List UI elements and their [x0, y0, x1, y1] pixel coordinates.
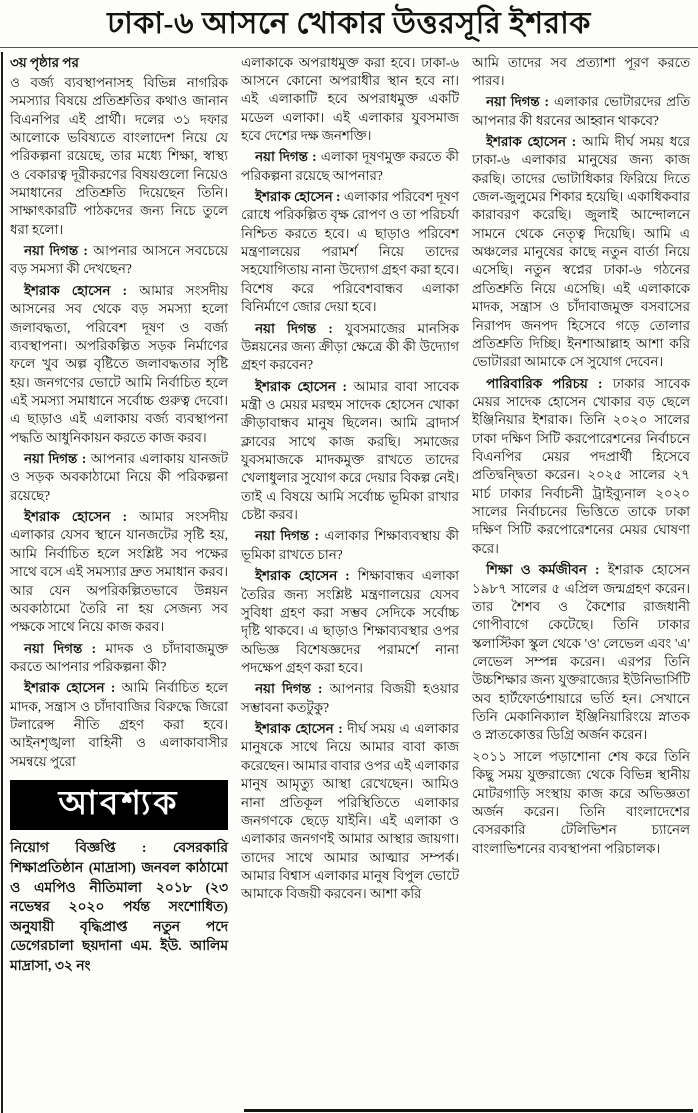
paragraph-lead: নয়া দিগন্ত : [255, 681, 323, 697]
paragraph-lead: শিক্ষা ও কর্মজীবন : [486, 562, 600, 578]
paragraph-text: এলাকার ভোটারদের প্রতি আপনার কী ধরনের আহ্বান থাকবে? [472, 94, 690, 128]
paragraph-text: এলাকা দূষণমুক্ত করতে কী পরিকল্পনা রয়েছে আপনার? [241, 149, 459, 183]
body-paragraph: ও বর্জ্য ব্যবস্থাপনাসহ বিভিন্ন নাগরিক সমস্যার বিষয়ে প্রতিশ্রুতির কথাও জানান বিএনপির এই প্রার্থী। দলের ৩১ দফার আলোকে ভবিষ্যতে বাংলাদেশ নিয়ে যে পরিকল্পনা রয়েছে, তার মধ্যে শিক্ষা, স্বাস্থ্য ও বেকারত্ব দূরীকরণের বিষয়গুলো নিয়েও সমাধানের প্রতিশ্রুতি দিয়েছেন তিনি। সাক্ষাৎকারটি পাঠকদের জন্য নিচে তুলে ধরা হলো। [10, 74, 228, 237]
paragraph-text: আপনার আসনে সবচেয়ে বড় সমস্যা কী দেখছেন? [10, 243, 228, 277]
qa-paragraph [10, 450, 228, 505]
qa-paragraph [472, 93, 690, 130]
paragraph-text: আপনার এলাকায় যানজট ও সড়ক অবকাঠামো নিয়ে কী পরিকল্পনা রয়েছে? [10, 451, 229, 503]
paragraph-text: আমার বাবা সাবেক মন্ত্রী ও মেয়র মরহুম সাদেক হোসেন খোকা ক্রীড়াবান্ধব মানুষ ছিলেন। আমি ব্রাদার্স ক্লাবের সাথে কাজ করছি। সমাজের যুবসমাজকে মাদকমুক্ত রাখতে তাদের খেলাধুলার সুযোগ করে দেয়ার বিকল্প নেই। তাই এ বিষয়ে আমি সর্বোচ্চ ভূমিকা রাখার চেষ্টা করব। [241, 378, 459, 523]
paragraph-text: ঢাকার সাবেক মেয়র সাদেক হোসেন খোকার বড় ছেলে ইঞ্জিনিয়ার ইশরাক। তিনি ২০২০ সালের ঢাকা দক্ষিণ সিটি করপোরেশনের নির্বাচনে বিএনপির মেয়র পদপ্রার্থী হিসেবে প্রতিদ্বন্দ্বিতা করেন। ২০২৫ সালের ২৭ মার্চ ঢাকার নির্বাচনী ট্রাইব্যুনাল ২০২০ সালের নির্বাচনের ভিত্তিতে তাকে ঢাকা দক্ষিণ সিটি করপোরেশনের মেয়র ঘোষণা করে। [472, 375, 690, 556]
body-paragraph: ২০১১ সালে পড়াশোনা শেষ করে তিনি কিছু সময় যুক্তরাজ্যে থেকে বিভিন্ন স্থানীয় মোটরগাড়ি সংস্থায় কাজ করে অভিজ্ঞতা অর্জন করেন। তিনি বাংলাদেশের বেসরকারি টেলিভিশন চ্যানেল বাংলাভিশনের ব্যবস্থাপনা পরিচালক। [472, 748, 690, 856]
qa-paragraph [472, 133, 690, 372]
section-paragraph [472, 375, 690, 559]
column-1 [10, 54, 228, 979]
qa-paragraph [10, 508, 228, 637]
paragraph-lead: ইশরাক হোসেন : [24, 282, 128, 298]
paragraph-lead: ইশরাক হোসেন : [255, 568, 350, 584]
paragraph-text: ইশরাক হোসেন ১৯৮৭ সালের ৫ এপ্রিল জন্মগ্রহণ করেন। তার শৈশব ও কৈশোর রাজধানী গোপীবাগে কেটেছে। তিনি ঢাকার স্কলাস্টিকা স্কুল থেকে 'ও' লেভেল এবং 'এ' লেভেল সম্পন্ন করেন। এরপর তিনি উচ্চশিক্ষার জন্য যুক্তরাজ্যের ইউনিভার্সিটি অব হার্টফোর্ডশায়ারে ভর্তি হন। সেখানে তিনি মেকানিক্যাল ইঞ্জিনিয়ারিংয়ে স্নাতক ও স্নাতকোত্তর ডিগ্রি অর্জন করেন। [472, 562, 690, 743]
qa-paragraph [241, 720, 459, 904]
body-paragraph: এলাকাকে অপরাধমুক্ত করা হবে। ঢাকা-৬ আসনে কোনো অপরাধীর স্থান হবে না। এই এলাকাটি হবে অপরাধমুক্ত একটি মডেল এলাকা। এই এলাকার যুবসমাজ হবে দেশের দক্ষ জনশক্তি। [241, 54, 459, 143]
qa-paragraph [10, 282, 228, 447]
paragraph-text: এলাকার পরিবেশ দূষণ রোধে পরিকল্পিত বৃক্ষ রোপণ ও তা পরিচর্যা নিশ্চিত করতে হবে। এ ছাড়াও পরিবেশ মন্ত্রণালয়ের পরামর্শ নিয়ে তাদের সহযোগিতায় নানা উদ্যোগ গ্রহণ করা হবে। বিশেষ করে পরিবেশবান্ধব এলাকা বিনির্মাণে জোর দেয়া হবে। [241, 189, 459, 315]
qa-paragraph [10, 640, 228, 677]
paragraph-lead: পারিবারিক পরিচয় : [486, 375, 603, 391]
paragraph-lead: ইশরাক হোসেন : [255, 378, 347, 394]
column-2 [241, 54, 459, 979]
article-columns [0, 48, 698, 979]
paragraph-lead: ইশরাক হোসেন : [24, 509, 128, 525]
paragraph-lead: ইশরাক হোসেন : [486, 133, 577, 149]
paragraph-text: আমার সংসদীয় এলাকার যেসব স্থানে যানজটের সৃষ্টি হয়, আমি নির্বাচিত হলে সংশ্লিষ্ট সব পক্ষের সাথে বসে এই সমস্যার দ্রুত সমাধান করব। আর যেন অপরিকল্পিতভাবে উন্নয়ন অবকাঠামো তৈরি না হয় সেজন্য সব পক্ষকে সাথে নিয়ে কাজ করব। [10, 509, 228, 635]
paragraph-text: আপনার বিজয়ী হওয়ার সম্ভাবনা কতটুকু? [241, 681, 459, 715]
paragraph-lead: নয়া দিগন্ত : [24, 640, 97, 656]
qa-paragraph [241, 567, 459, 677]
paragraph-lead: নিয়োগ বিজ্ঞপ্তি : [10, 840, 147, 856]
section-paragraph [472, 561, 690, 745]
paragraph-lead: ইশরাক হোসেন : [24, 680, 116, 696]
qa-paragraph [241, 148, 459, 185]
article-headline: ঢাকা-৬ আসনে খোকার উত্তরসূরি ইশরাক [107, 7, 591, 40]
paragraph-text: দীর্ঘ সময় এ এলাকার মানুষকে সাথে নিয়ে আমার বাবা কাজ করেছেন। আমার বাবার ওপর এই এলাকার মানুষ আমৃত্যু আস্থা রেখেছেন। আমিও নানা প্রতিকূল পরিস্থিতিতে এলাকার জনগণকে ছেড়ে যাইনি। এই এলাকা ও এলাকার জনগণই আমার আস্থার জায়গা। তাদের সাথে আমার আত্মার সম্পর্ক। আমার বিশ্বাস এলাকার মানুষ বিপুল ভোটে আমাকে বিজয়ী করবেন। আশা করি [241, 721, 460, 902]
bottom-page-rule [244, 1109, 693, 1112]
paragraph-lead: নয়া দিগন্ত : [255, 320, 333, 336]
paragraph-text: মাদক ও চাঁদাবাজমুক্ত করতে আপনার পরিকল্পনা কী? [10, 640, 228, 674]
qa-paragraph [241, 378, 459, 525]
paragraph-lead: নয়া দিগন্ত : [486, 94, 550, 110]
paragraph-text: শিক্ষাবান্ধব এলাকা তৈরির জন্য সংশ্লিষ্ট মন্ত্রণালয়ের যেসব সুবিধা গ্রহণ করা সম্ভব সেদিকে সর্বোচ্চ দৃষ্টি থাকবে। এ ছাড়াও শিক্ষাব্যবস্থার ওপর অভিজ্ঞ বিশেষজ্ঞদের পরামর্শে নানা পদক্ষেপ গ্রহণ করা হবে। [241, 568, 459, 675]
continued-from-note: ৩য় পৃষ্ঠার পর [10, 54, 79, 70]
required-banner: আবশ্যক [10, 780, 228, 830]
qa-paragraph [10, 242, 228, 279]
paragraph-text: এলাকার শিক্ষাব্যবস্থায় কী ভূমিকা রাখতে চান? [241, 528, 459, 562]
body-paragraph: আমি তাদের সব প্রত্যাশা পূরণ করতে পারব। [472, 54, 690, 88]
paragraph-lead: নয়া দিগন্ত : [255, 528, 319, 544]
paragraph-text: যুবসমাজের মানসিক উন্নয়নের জন্য ক্রীড়া ক্ষেত্রে কী কী উদ্যোগ গ্রহণ করবেন? [241, 320, 460, 373]
left-column-rule [1, 52, 3, 1113]
qa-paragraph [241, 188, 459, 317]
paragraph-lead: নয়া দিগন্ত : [24, 243, 88, 259]
qa-paragraph [241, 527, 459, 564]
qa-paragraph [241, 680, 459, 717]
article-header [0, 0, 698, 48]
paragraph-text: বেসরকারি শিক্ষাপ্রতিষ্ঠান (মাদ্রাসা) জনবল কাঠামো ও এমপিও নীতিমালা ২০১৮ (২৩ নভেম্বর ২০২০ পর্যন্ত সংশোধিত) অনুযায়ী বৃদ্ধিপ্রাপ্ত নতুন পদে ডেগেরচালা ছয়দানা এম. ইউ. আলিম মাদ্রাসা, ৩২ নং [10, 840, 228, 973]
paragraph-text: আমার সংসদীয় আসনের সব থেকে বড় সমস্যা হলো জলাবদ্ধতা, পরিবেশ দূষণ ও বর্জ্য ব্যবস্থাপনা। অপরিকল্পিত সড়ক নির্মাণের ফলে খুব অল্প বৃষ্টিতে জলাবদ্ধতার সৃষ্টি হয়। জনগণের ভোটে আমি নির্বাচিত হলে এই সমস্যা সমাধানে সর্বোচ্চ গুরুত্ব দেবো। এ ছাড়াও এই এলাকায় বর্জ্য ব্যবস্থাপনা পদ্ধতি আধুনিকায়ন করতে কাজ করব। [10, 282, 228, 445]
paragraph-text: আমি নির্বাচিত হলে মাদক, সন্ত্রাস ও চাঁদাবাজির বিরুদ্ধে জিরো টলারেন্স নীতি গ্রহণ করা হবে। আইনশৃঙ্খলা বাহিনী ও এলাকাবাসীর সমন্বয়ে পুরো [10, 680, 228, 769]
paragraph-text: আমি দীর্ঘ সময় ধরে ঢাকা-৬ এলাকার মানুষের জন্য কাজ করছি। তাদের ভোটাধিকার ফিরিয়ে দিতে জেল-জুলুমের শিকার হয়েছি। একাধিকবার কারাবরণ করেছি। জুলাই আন্দোলনে সামনে থেকে নেতৃত্ব দিয়েছি। আমি এ অঞ্চলের মানুষের কাছে নতুন বার্তা নিয়ে এসেছি। নতুন স্বপ্নের ঢাকা-৬ গঠনের প্রতিশ্রুতি নিয়ে এসেছি। এই এলাকাকে মাদক, সন্ত্রাস ও চাঁদাবাজমুক্ত বসবাসের নিরাপদ জনপদ হিসেবে গড়ে তোলার প্রতিশ্রুতি দিচ্ছি। ইনশাআল্লাহ আশা করি ভোটাররা আমাকে সে সুযোগ দেবেন। [472, 133, 690, 370]
paragraph-lead: নয়া দিগন্ত : [24, 451, 87, 467]
paragraph-lead: ইশরাক হোসেন : [255, 189, 341, 205]
qa-paragraph [241, 320, 459, 375]
qa-paragraph [10, 679, 228, 771]
notice-paragraph [10, 838, 228, 975]
paragraph-lead: ইশরাক হোসেন : [255, 721, 343, 737]
column-3 [472, 54, 690, 979]
paragraph-lead: নয়া দিগন্ত : [255, 149, 317, 165]
